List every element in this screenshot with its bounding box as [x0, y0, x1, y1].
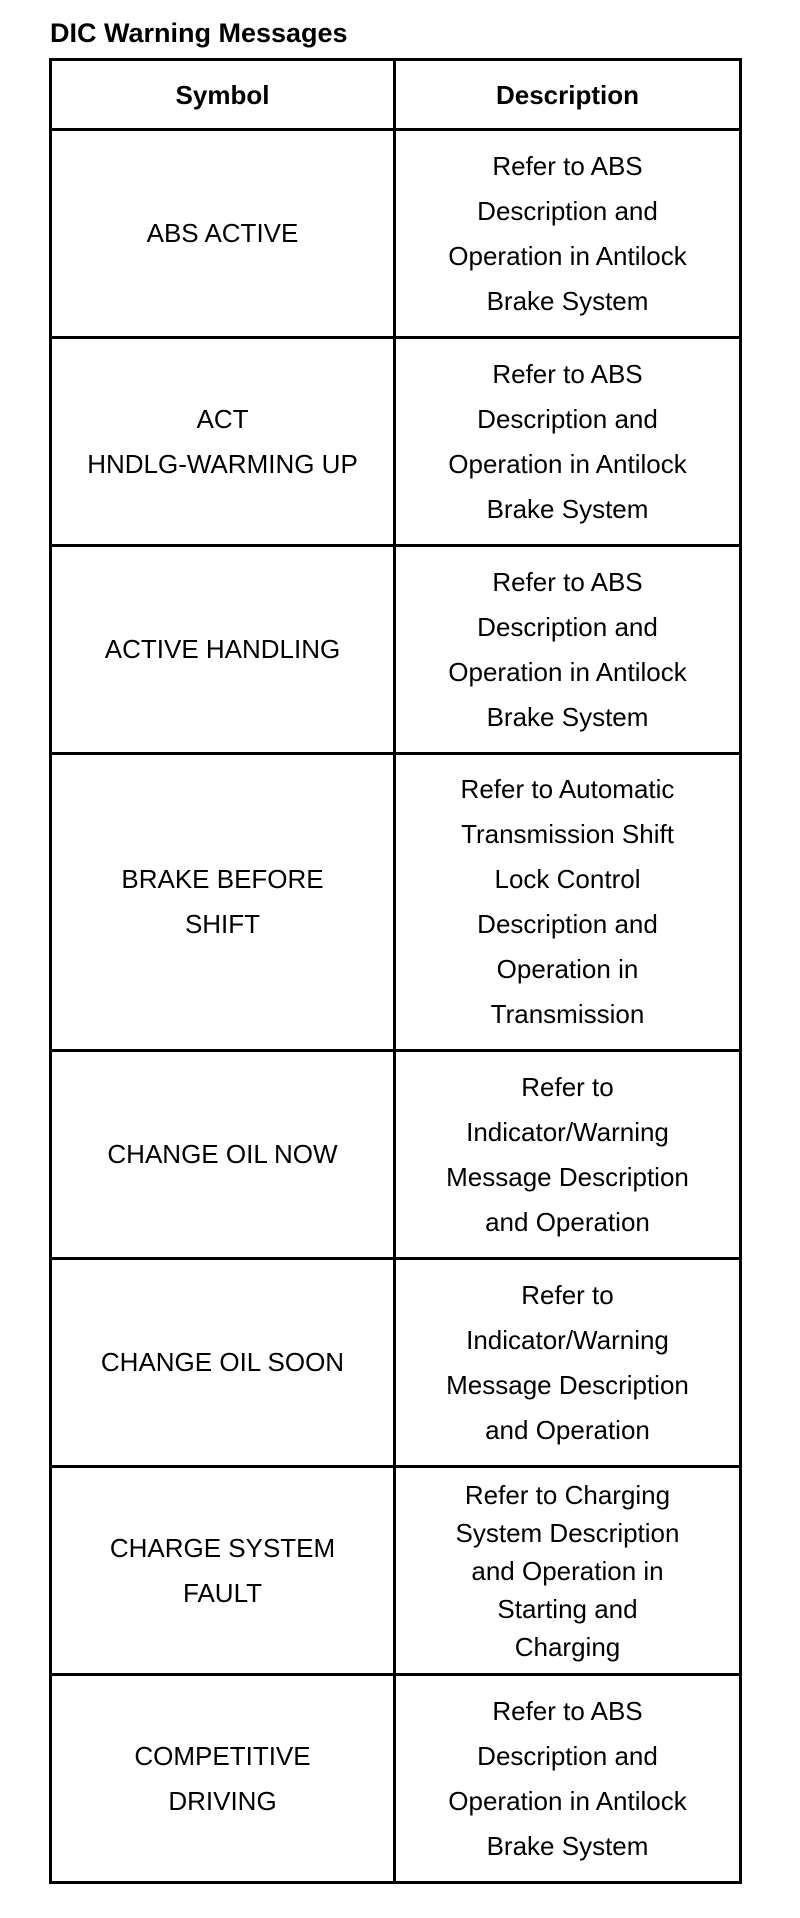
description-cell: Refer to Charging System Description and Operation in Starting and Charging: [395, 1467, 741, 1675]
table-row: [51, 546, 741, 754]
table-row: [51, 1051, 741, 1259]
dic-warning-messages-table: [49, 58, 742, 1884]
symbol-cell: ABS ACTIVE: [51, 130, 395, 338]
symbol-cell: CHANGE OIL NOW: [51, 1051, 395, 1259]
table-row: [51, 338, 741, 546]
description-cell: Refer to Indicator/Warning Message Description and Operation: [395, 1259, 741, 1467]
table-row: [51, 1467, 741, 1675]
description-cell: Refer to Indicator/Warning Message Description and Operation: [395, 1051, 741, 1259]
description-cell: Refer to ABS Description and Operation in Antilock Brake System: [395, 338, 741, 546]
description-cell: Refer to ABS Description and Operation in Antilock Brake System: [395, 130, 741, 338]
symbol-cell: ACTIVE HANDLING: [51, 546, 395, 754]
description-cell: Refer to Automatic Transmission Shift Lock Control Description and Operation in Transmission: [395, 754, 741, 1051]
table-row: [51, 754, 741, 1051]
table-header-row: [51, 60, 741, 130]
table-row: [51, 130, 741, 338]
description-cell: Refer to ABS Description and Operation in Antilock Brake System: [395, 546, 741, 754]
symbol-cell: CHANGE OIL SOON: [51, 1259, 395, 1467]
table-row: [51, 1675, 741, 1883]
symbol-cell: COMPETITIVE DRIVING: [51, 1675, 395, 1883]
description-cell: Refer to ABS Description and Operation in Antilock Brake System: [395, 1675, 741, 1883]
symbol-cell: CHARGE SYSTEM FAULT: [51, 1467, 395, 1675]
description-column-header: Description: [395, 60, 741, 130]
table-row: [51, 1259, 741, 1467]
symbol-cell: BRAKE BEFORE SHIFT: [51, 754, 395, 1051]
symbol-cell: ACT HNDLG-WARMING UP: [51, 338, 395, 546]
symbol-column-header: Symbol: [51, 60, 395, 130]
page-title: DIC Warning Messages: [50, 18, 348, 48]
